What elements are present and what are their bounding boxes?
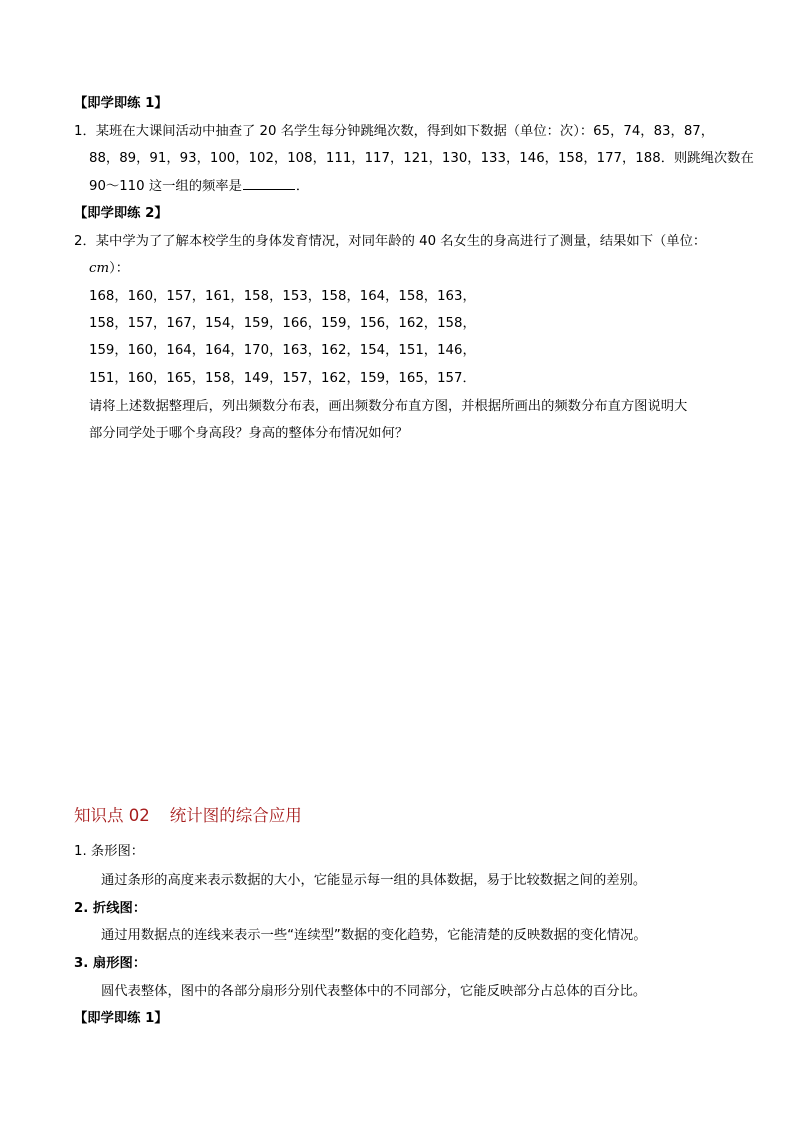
item-pie-chart-desc: 圆代表整体，图中的各部分扇形分别代表整体中的不同部分，它能反映部分占总体的百分比。	[101, 984, 647, 999]
question-1-line-2: 88，89，91，93，100，102，108，111，117，121，130，133，146，158，177，188．则跳绳次数在	[89, 151, 754, 166]
item-line-chart-desc: 通过用数据点的连线来表示一些“连续型”数据的变化趋势，它能清楚的反映数据的变化情况。	[101, 928, 647, 943]
item-line-chart-label: 2. 折线图：	[74, 901, 147, 916]
question-2-line-1: 2．某中学为了了解本校学生的身体发育情况，对同年龄的 40 名女生的身高进行了测量，结果如下（单位：	[74, 234, 707, 249]
height-data-row-4: 151，160，165，158，149，157，162，159，165，157．	[89, 371, 476, 386]
item-pie-chart-label: 3. 扇形图：	[74, 956, 147, 971]
section-number: 知识点 02	[74, 806, 150, 825]
practice-2-tag: 【即学即练 2】	[74, 206, 168, 221]
question-2-prompt-line-2: 部分同学处于哪个身高段？身高的整体分布情况如何？	[89, 426, 409, 441]
practice-1-tag: 【即学即练 1】	[74, 96, 168, 111]
question-1-line-3-end: ．	[295, 179, 310, 194]
item-bar-chart-desc: 通过条形的高度来表示数据的大小，它能显示每一组的具体数据，易于比较数据之间的差别。	[101, 873, 647, 888]
item-bar-chart-label: 1. 条形图：	[74, 844, 145, 859]
height-data-row-2: 158，157，167，154，159，166，159，156，162，158，	[89, 316, 476, 331]
question-1-line-3-text: 90～110 这一组的频率是	[89, 179, 242, 194]
height-data-row-3: 159，160，164，164，170，163，162，154，151，146，	[89, 343, 476, 358]
question-2-prompt-line-1: 请将上述数据整理后，列出频数分布表，画出频数分布直方图，并根据所画出的频数分布直方图说明大	[89, 399, 688, 414]
practice-3-tag: 【即学即练 1】	[74, 1011, 168, 1026]
question-2-unit-line	[89, 260, 129, 278]
question-1-line-1: 1．某班在大课间活动中抽查了 20 名学生每分钟跳绳次数，得到如下数据（单位：次）：65，74，83，87，	[74, 124, 715, 139]
section-heading	[74, 805, 302, 827]
answer-blank[interactable]	[243, 177, 295, 190]
unit-cm: cm	[89, 261, 110, 276]
question-1-line-3	[89, 177, 309, 196]
height-data-row-1: 168，160，157，161，158，153，158，164，158，163，	[89, 289, 476, 304]
section-title: 统计图的综合应用	[169, 806, 302, 825]
unit-suffix: ）：	[109, 261, 130, 276]
